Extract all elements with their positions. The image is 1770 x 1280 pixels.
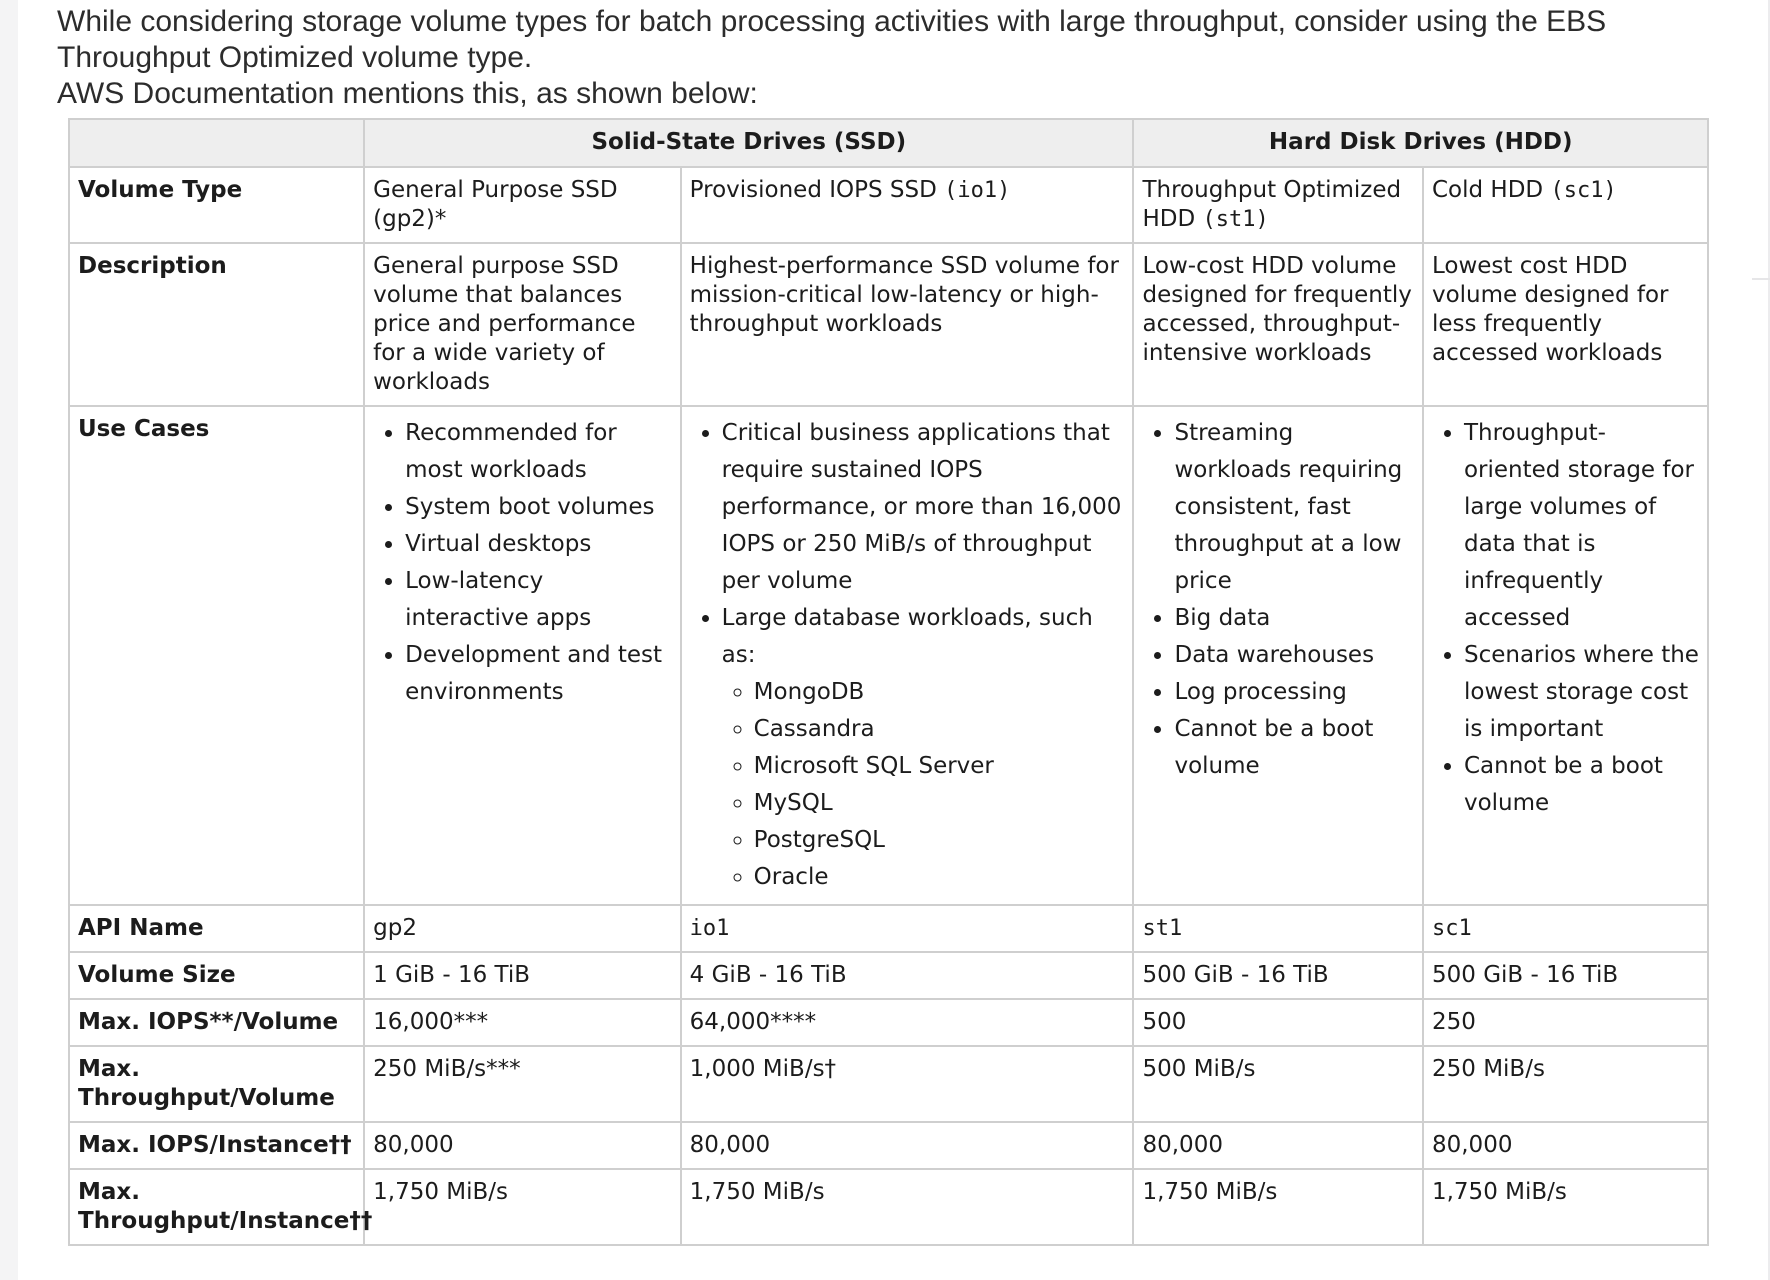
- sc1-name: Cold HDD: [1431, 177, 1544, 203]
- sublist-item: ◦ Microsoft SQL Server: [754, 748, 1125, 785]
- list-item: • Virtual desktops: [405, 526, 672, 563]
- st1-max-iops-volume: 500: [1133, 999, 1423, 1046]
- io1-api-name: io1: [681, 905, 1134, 952]
- st1-code: (st1): [1202, 207, 1269, 232]
- sc1-api-name: sc1: [1423, 905, 1708, 952]
- row-label-volume-size: Volume Size: [69, 952, 364, 999]
- list-item: • Throughput-oriented storage for large volumes of data that is infrequently accessed: [1464, 415, 1699, 637]
- row-label-max-iops-instance: Max. IOPS/Instance††: [69, 1122, 364, 1169]
- list-item: • Critical business applications that require sustained IOPS performance, or more than 16,000 IOPS or 250 MiB/s of throughput per volume: [722, 415, 1125, 600]
- max-throughput-instance-row: [69, 1169, 1708, 1245]
- intro-line-2: AWS Documentation mentions this, as shown below:: [57, 77, 758, 110]
- st1-description: Low-cost HDD volume designed for frequently accessed, throughput-intensive workloads: [1133, 243, 1423, 406]
- list-item: • Low-latency interactive apps: [405, 563, 672, 637]
- volume-size-row: [69, 952, 1708, 999]
- description-row: [69, 243, 1708, 406]
- row-label-max-throughput-instance: Max. Throughput/Instance††: [69, 1169, 364, 1245]
- st1-volume-type: [1133, 167, 1423, 243]
- sc1-description: Lowest cost HDD volume designed for less frequently accessed workloads: [1423, 243, 1708, 406]
- list-item: • Recommended for most workloads: [405, 415, 672, 489]
- use-cases-row: [69, 406, 1708, 905]
- intro-text: [57, 4, 1747, 112]
- list-item: • Cannot be a boot volume: [1464, 748, 1699, 822]
- row-label-api-name: API Name: [69, 905, 364, 952]
- io1-max-iops-instance: 80,000: [681, 1122, 1134, 1169]
- row-label-max-iops-volume: Max. IOPS**/Volume: [69, 999, 364, 1046]
- sc1-max-iops-instance: 80,000: [1423, 1122, 1708, 1169]
- io1-max-iops-volume: 64,000****: [681, 999, 1134, 1046]
- list-item: • Cannot be a boot volume: [1174, 711, 1414, 785]
- st1-use-cases: [1133, 406, 1423, 905]
- st1-use-case-list: [1142, 415, 1414, 785]
- st1-api-name: st1: [1133, 905, 1423, 952]
- api-name-row: [69, 905, 1708, 952]
- list-item: • Log processing: [1174, 674, 1414, 711]
- sublist-item: ◦ Oracle: [754, 859, 1125, 896]
- io1-max-throughput-volume: 1,000 MiB/s†: [681, 1046, 1134, 1122]
- max-throughput-volume-row: [69, 1046, 1708, 1122]
- gp2-max-iops-instance: 80,000: [364, 1122, 681, 1169]
- io1-code: (io1): [944, 178, 1011, 203]
- st1-name: Throughput Optimized HDD: [1142, 177, 1402, 232]
- list-item: • Data warehouses: [1174, 637, 1414, 674]
- intro-line-1: While considering storage volume types for batch processing activities with large throughput, consider using the EBS Throughput Optimized volume type.: [57, 5, 1607, 74]
- list-item-text: Large database workloads, such as:: [721, 605, 1093, 668]
- sublist-item: ◦ Cassandra: [754, 711, 1125, 748]
- st1-max-throughput-volume: 500 MiB/s: [1133, 1046, 1423, 1122]
- sc1-max-throughput-instance: 1,750 MiB/s: [1423, 1169, 1708, 1245]
- list-item: [722, 600, 1125, 896]
- gp2-use-case-list: [373, 415, 672, 711]
- io1-use-case-list: [690, 415, 1125, 896]
- gp2-code: (gp2)*: [373, 206, 447, 232]
- database-sublist: [722, 674, 1125, 896]
- st1-volume-size: 500 GiB - 16 TiB: [1133, 952, 1423, 999]
- sc1-use-cases: [1423, 406, 1708, 905]
- sc1-max-iops-volume: 250: [1423, 999, 1708, 1046]
- gp2-volume-type: [364, 167, 681, 243]
- row-label-description: Description: [69, 243, 364, 406]
- corner-cell: [69, 119, 364, 167]
- gp2-api-name: gp2: [364, 905, 681, 952]
- volume-type-row: [69, 167, 1708, 243]
- hdd-group-header: Hard Disk Drives (HDD): [1133, 119, 1708, 167]
- io1-use-cases: [681, 406, 1134, 905]
- list-item: • Scenarios where the lowest storage cost is important: [1464, 637, 1699, 748]
- row-label-use-cases: Use Cases: [69, 406, 364, 905]
- max-iops-instance-row: [69, 1122, 1708, 1169]
- ssd-group-header: Solid-State Drives (SSD): [364, 119, 1133, 167]
- gp2-name: General Purpose SSD: [373, 177, 618, 203]
- sc1-code: (sc1): [1550, 178, 1617, 203]
- right-edge-marker: [1752, 278, 1770, 280]
- sc1-volume-size: 500 GiB - 16 TiB: [1423, 952, 1708, 999]
- io1-name: Provisioned IOPS SSD: [689, 177, 937, 203]
- row-label-volume-type: Volume Type: [69, 167, 364, 243]
- list-item: • System boot volumes: [405, 489, 672, 526]
- gp2-max-iops-volume: 16,000***: [364, 999, 681, 1046]
- gp2-volume-size: 1 GiB - 16 TiB: [364, 952, 681, 999]
- io1-description: Highest-performance SSD volume for mission-critical low-latency or high-throughput workloads: [681, 243, 1134, 406]
- sublist-item: ◦ MySQL: [754, 785, 1125, 822]
- ebs-volume-types-table: [68, 118, 1709, 1246]
- group-header-row: [69, 119, 1708, 167]
- gp2-max-throughput-volume: 250 MiB/s***: [364, 1046, 681, 1122]
- io1-volume-type: [681, 167, 1134, 243]
- io1-volume-size: 4 GiB - 16 TiB: [681, 952, 1134, 999]
- left-gutter: [0, 0, 18, 1280]
- sc1-max-throughput-volume: 250 MiB/s: [1423, 1046, 1708, 1122]
- list-item: • Big data: [1174, 600, 1414, 637]
- sc1-volume-type: [1423, 167, 1708, 243]
- list-item: • Streaming workloads requiring consistent, fast throughput at a low price: [1174, 415, 1414, 600]
- max-iops-volume-row: [69, 999, 1708, 1046]
- st1-max-iops-instance: 80,000: [1133, 1122, 1423, 1169]
- io1-max-throughput-instance: 1,750 MiB/s: [681, 1169, 1134, 1245]
- gp2-description: General purpose SSD volume that balances price and performance for a wide variety of workloads: [364, 243, 681, 406]
- sc1-use-case-list: [1432, 415, 1699, 822]
- gp2-use-cases: [364, 406, 681, 905]
- sublist-item: ◦ PostgreSQL: [754, 822, 1125, 859]
- gp2-max-throughput-instance: 1,750 MiB/s: [364, 1169, 681, 1245]
- st1-max-throughput-instance: 1,750 MiB/s: [1133, 1169, 1423, 1245]
- list-item: • Development and test environments: [405, 637, 672, 711]
- sublist-item: ◦ MongoDB: [754, 674, 1125, 711]
- row-label-max-throughput-volume: Max. Throughput/Volume: [69, 1046, 364, 1122]
